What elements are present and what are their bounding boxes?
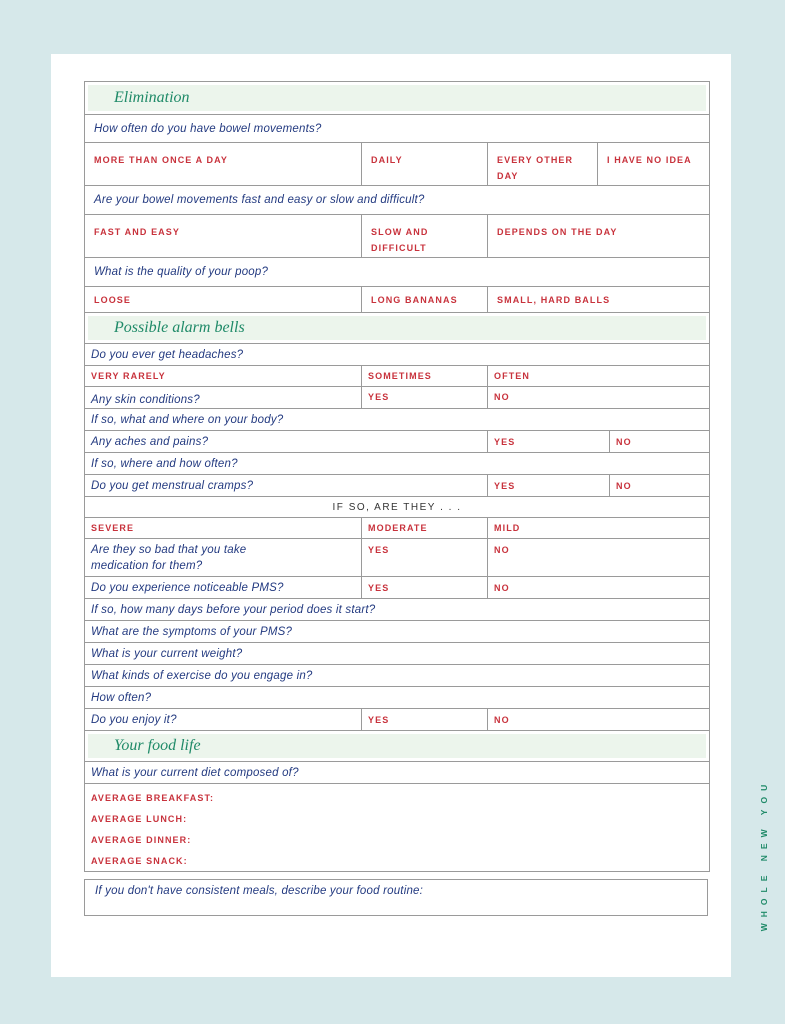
option-fast-easy[interactable]: FAST AND EASY: [94, 227, 180, 237]
question-row: [85, 408, 709, 430]
option-moderate[interactable]: MODERATE: [361, 518, 487, 538]
option-no-idea[interactable]: I HAVE NO IDEA: [597, 143, 709, 185]
question-exercise[interactable]: What kinds of exercise do you engage in?: [91, 669, 313, 682]
question-poop-quality: What is the quality of your poop?: [94, 266, 269, 278]
food-routine-box[interactable]: [84, 879, 708, 916]
option-enjoy-no[interactable]: NO: [487, 709, 709, 730]
question-row: [85, 708, 709, 730]
question-row: [85, 686, 709, 708]
option-more-than-once[interactable]: MORE THAN ONCE A DAY: [94, 155, 229, 165]
option-every-other-day[interactable]: EVERY OTHER DAY: [487, 143, 597, 185]
options-row: [85, 286, 709, 312]
question-row: [85, 386, 709, 408]
question-row: [85, 598, 709, 620]
question-row: [85, 620, 709, 642]
question-bowel-ease: Are your bowel movements fast and easy or slow and difficult?: [94, 194, 425, 206]
options-row: [85, 142, 709, 185]
meals-row: [85, 783, 709, 871]
option-small-hard-balls[interactable]: SMALL, HARD BALLS: [487, 287, 709, 312]
question-row: [85, 576, 709, 598]
question-cramps: Do you get menstrual cramps?: [91, 479, 254, 492]
option-depends[interactable]: DEPENDS ON THE DAY: [487, 215, 709, 257]
meal-snack[interactable]: AVERAGE SNACK:: [91, 855, 188, 866]
question-row: [85, 474, 709, 496]
option-aches-yes[interactable]: YES: [487, 431, 609, 452]
option-long-bananas[interactable]: LONG BANANAS: [361, 287, 487, 312]
question-row: [85, 185, 709, 214]
meal-dinner[interactable]: AVERAGE DINNER:: [91, 834, 192, 845]
question-aches-followup[interactable]: If so, where and how often?: [91, 457, 238, 470]
question-skin-followup[interactable]: If so, what and where on your body?: [91, 413, 284, 426]
section-title: Possible alarm bells: [88, 316, 706, 340]
question-bowel-frequency: How often do you have bowel movements?: [94, 122, 322, 135]
question-row: [85, 642, 709, 664]
question-medication-text: Are they so bad that you take medication for them?: [91, 544, 247, 572]
option-medication-yes[interactable]: YES: [361, 539, 487, 576]
section-header-food: [85, 730, 709, 761]
question-headaches: Do you ever get headaches?: [91, 348, 244, 361]
question-how-often[interactable]: How often?: [91, 691, 152, 704]
question-row: [85, 114, 709, 142]
side-label: WHOLE NEW YOU: [759, 778, 769, 932]
option-daily[interactable]: DAILY: [361, 143, 487, 185]
section-title: Elimination: [88, 85, 706, 111]
option-skin-no[interactable]: NO: [487, 387, 709, 408]
option-often[interactable]: OFTEN: [487, 366, 709, 386]
option-loose[interactable]: LOOSE: [94, 294, 132, 305]
options-row: [85, 214, 709, 257]
section-title: Your food life: [88, 734, 706, 758]
option-pms-yes[interactable]: YES: [361, 577, 487, 598]
option-skin-yes[interactable]: YES: [361, 387, 487, 408]
option-cramps-no[interactable]: NO: [609, 475, 709, 496]
option-severe[interactable]: SEVERE: [91, 523, 135, 533]
question-aches: Any aches and pains?: [91, 435, 209, 448]
option-medication-no[interactable]: NO: [487, 539, 709, 576]
option-very-rarely[interactable]: VERY RARELY: [91, 371, 166, 381]
option-slow-difficult[interactable]: SLOW AND DIFFICULT: [361, 215, 487, 257]
question-row: [85, 664, 709, 686]
section-header-elimination: [85, 82, 709, 114]
option-pms-no[interactable]: NO: [487, 577, 709, 598]
question-row: [85, 761, 709, 783]
question-row: [85, 452, 709, 474]
question-skin: Any skin conditions?: [91, 394, 200, 406]
question-weight[interactable]: What is your current weight?: [91, 647, 243, 660]
meals-list: [85, 784, 709, 871]
question-row: [85, 343, 709, 365]
question-enjoy: Do you enjoy it?: [91, 713, 177, 726]
question-pms-symptoms[interactable]: What are the symptoms of your PMS?: [91, 625, 293, 638]
question-pms: Do you experience noticeable PMS?: [91, 581, 284, 594]
questionnaire-table: [84, 81, 710, 872]
question-row: [85, 538, 709, 576]
meal-breakfast[interactable]: AVERAGE BREAKFAST:: [91, 793, 215, 804]
cramps-note: IF SO, ARE THEY . . .: [332, 501, 462, 513]
option-cramps-yes[interactable]: YES: [487, 475, 609, 496]
meal-lunch[interactable]: AVERAGE LUNCH:: [91, 814, 188, 825]
question-medication: [85, 539, 361, 576]
options-row: [85, 517, 709, 538]
question-row: [85, 430, 709, 452]
option-enjoy-yes[interactable]: YES: [361, 709, 487, 730]
question-diet: What is your current diet composed of?: [91, 766, 299, 779]
option-aches-no[interactable]: NO: [609, 431, 709, 452]
section-header-alarm: [85, 312, 709, 343]
question-pms-days[interactable]: If so, how many days before your period does it start?: [91, 603, 376, 616]
options-row: [85, 365, 709, 386]
note-row: [85, 496, 709, 517]
option-sometimes[interactable]: SOMETIMES: [361, 366, 487, 386]
question-food-routine: If you don't have consistent meals, describe your food routine:: [95, 885, 424, 897]
question-row: [85, 257, 709, 286]
option-mild[interactable]: MILD: [487, 518, 709, 538]
